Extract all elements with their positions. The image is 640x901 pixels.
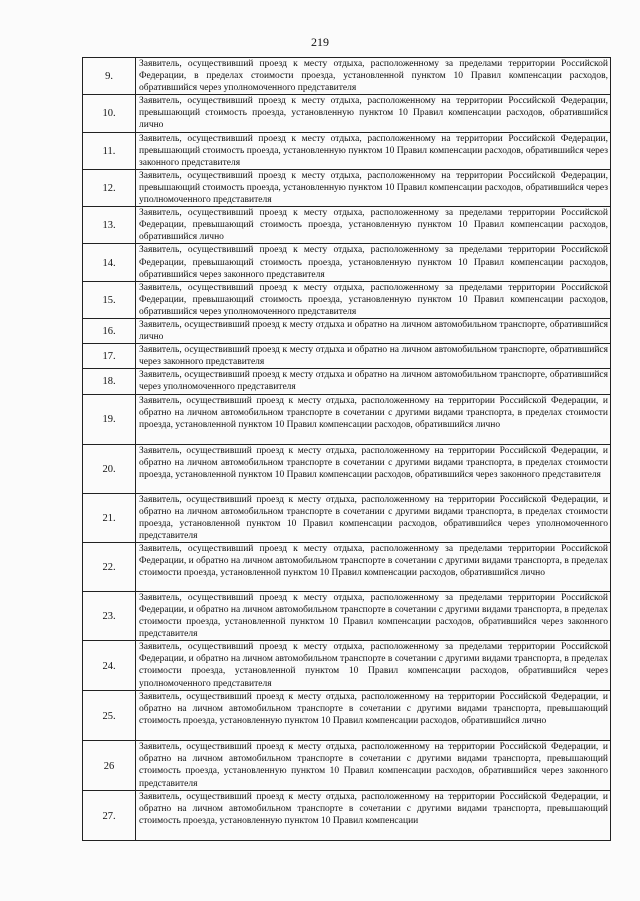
- row-number: 14.: [83, 244, 136, 281]
- table-row: [83, 281, 611, 318]
- row-text: Заявитель, осуществивший проезд к месту отдыха и обратно на личном автомобильном транспорте, обратившийся через уполномоченного представителя: [136, 369, 611, 394]
- row-text: Заявитель, осуществивший проезд к месту отдыха, расположенному за пределами территории Российской Федерации, и обратно на личном автомобильном транспорте в сочетании с другими видами транспорта, в пределах стоимости проезда, установленной пунктом 10 Правил компенсации расходов, обратившийся лично: [136, 542, 611, 591]
- table-row: [83, 344, 611, 369]
- row-text: Заявитель, осуществивший проезд к месту отдыха и обратно на личном автомобильном транспорте, обратившийся лично: [136, 318, 611, 343]
- row-text: Заявитель, осуществивший проезд к месту отдыха, расположенному на территории Российской Федерации, и обратно на личном автомобильном транспорте в сочетании с другими видами транспорта, в пределах стоимости проезда, установленной пунктом 10 Правил компенсации расходов, обратившийся через уполномоченного представителя: [136, 493, 611, 542]
- table-body: [83, 58, 611, 841]
- row-number: 22.: [83, 542, 136, 591]
- row-number: 11.: [83, 132, 136, 169]
- row-number: 24.: [83, 641, 136, 691]
- row-number: 10.: [83, 95, 136, 132]
- table-row: [83, 591, 611, 640]
- table-row: [83, 542, 611, 591]
- row-number: 27.: [83, 791, 136, 841]
- applicant-categories-table: [82, 57, 611, 841]
- row-text: Заявитель, осуществивший проезд к месту отдыха, расположенному за пределами территории Российской Федерации, превышающий стоимость проезда, установленную пунктом 10 Правил компенсации расходов, обратившийся через законного представителя: [136, 244, 611, 281]
- row-number: 9.: [83, 58, 136, 95]
- row-number: 18.: [83, 369, 136, 394]
- table-row: [83, 95, 611, 132]
- row-number: 12.: [83, 169, 136, 206]
- page-number: 219: [311, 35, 329, 49]
- row-text: Заявитель, осуществивший проезд к месту отдыха, расположенному на территории Российской Федерации, превышающий стоимость проезда, установленную пунктом 10 Правил компенсации расходов, обратившийся через законного представителя: [136, 132, 611, 169]
- row-text: Заявитель, осуществивший проезд к месту отдыха, расположенному за пределами территории Российской Федерации, и обратно на личном автомобильном транспорте в сочетании с другими видами транспорта, в пределах стоимости проезда, установленной пунктом 10 Правил компенсации расходов, обратившийся через уполномоченного представителя: [136, 641, 611, 691]
- row-text: Заявитель, осуществивший проезд к месту отдыха, расположенному за пределами территории Российской Федерации, в пределах стоимости проезда, установленной пунктом 10 Правил компенсации расходов, обратившийся через уполномоченного представителя: [136, 58, 611, 95]
- table-row: [83, 207, 611, 244]
- row-number: 20.: [83, 444, 136, 493]
- table-row: [83, 58, 611, 95]
- row-number: 16.: [83, 318, 136, 343]
- row-number: 23.: [83, 591, 136, 640]
- table-row: [83, 691, 611, 741]
- row-text: Заявитель, осуществивший проезд к месту отдыха, расположенному на территории Российской Федерации, и обратно на личном автомобильном транспорте в сочетании с другими видами транспорта, в пределах стоимости проезда, установленной пунктом 10 Правил компенсации расходов, обратившийся через законного представителя: [136, 444, 611, 493]
- row-text: Заявитель, осуществивший проезд к месту отдыха, расположенному на территории Российской Федерации, и обратно на личном автомобильном транспорте в сочетании с другими видами транспорта, превышающий стоимость проезда, установленную пунктом 10 Правил компенсации расходов, обратившийся через законного представителя: [136, 741, 611, 791]
- row-text: Заявитель, осуществивший проезд к месту отдыха и обратно на личном автомобильном транспорте, обратившийся через законного представителя: [136, 344, 611, 369]
- row-text: Заявитель, осуществивший проезд к месту отдыха, расположенному на территории Российской Федерации, превышающий стоимость проезда, установленную пунктом 10 Правил компенсации расходов, обратившийся лично: [136, 95, 611, 132]
- table-row: [83, 741, 611, 791]
- row-number: 25.: [83, 691, 136, 741]
- row-text: Заявитель, осуществивший проезд к месту отдыха, расположенному на территории Российской Федерации, и обратно на личном автомобильном транспорте в сочетании с другими видами транспорта, превышающий стоимость проезда, установленную пунктом 10 Правил компенсации расходов, обратившийся лично: [136, 691, 611, 741]
- row-number: 26: [83, 741, 136, 791]
- table-row: [83, 169, 611, 206]
- table-row: [83, 318, 611, 343]
- table-row: [83, 493, 611, 542]
- row-number: 13.: [83, 207, 136, 244]
- row-text: Заявитель, осуществивший проезд к месту отдыха, расположенному на территории Российской Федерации, и обратно на личном автомобильном транспорте в сочетании с другими видами транспорта, превышающий стоимость проезда, установленную пунктом 10 Правил компенсации: [136, 791, 611, 841]
- row-number: 17.: [83, 344, 136, 369]
- row-number: 21.: [83, 493, 136, 542]
- table-row: [83, 132, 611, 169]
- table-row: [83, 244, 611, 281]
- table-row: [83, 444, 611, 493]
- row-text: Заявитель, осуществивший проезд к месту отдыха, расположенному на территории Российской Федерации, превышающий стоимость проезда, установленную пунктом 10 Правил компенсации расходов, обратившийся через уполномоченного представителя: [136, 169, 611, 206]
- row-text: Заявитель, осуществивший проезд к месту отдыха, расположенному на территории Российской Федерации, и обратно на личном автомобильном транспорте в сочетании с другими видами транспорта, в пределах стоимости проезда, установленной пунктом 10 Правил компенсации расходов, обратившийся лично: [136, 394, 611, 444]
- table-row: [83, 369, 611, 394]
- row-text: Заявитель, осуществивший проезд к месту отдыха, расположенному за пределами территории Российской Федерации, и обратно на личном автомобильном транспорте в сочетании с другими видами транспорта, в пределах стоимости проезда, установленной пунктом 10 Правил компенсации расходов, обратившийся через законного представителя: [136, 591, 611, 640]
- row-text: Заявитель, осуществивший проезд к месту отдыха, расположенному за пределами территории Российской Федерации, превышающий стоимость проезда, установленную пунктом 10 Правил компенсации расходов, обратившийся лично: [136, 207, 611, 244]
- table-row: [83, 641, 611, 691]
- table-row: [83, 394, 611, 444]
- table-row: [83, 791, 611, 841]
- row-text: Заявитель, осуществивший проезд к месту отдыха, расположенному за пределами территории Российской Федерации, превышающий стоимость проезда, установленную пунктом 10 Правил компенсации расходов, обратившийся через уполномоченного представителя: [136, 281, 611, 318]
- row-number: 15.: [83, 281, 136, 318]
- row-number: 19.: [83, 394, 136, 444]
